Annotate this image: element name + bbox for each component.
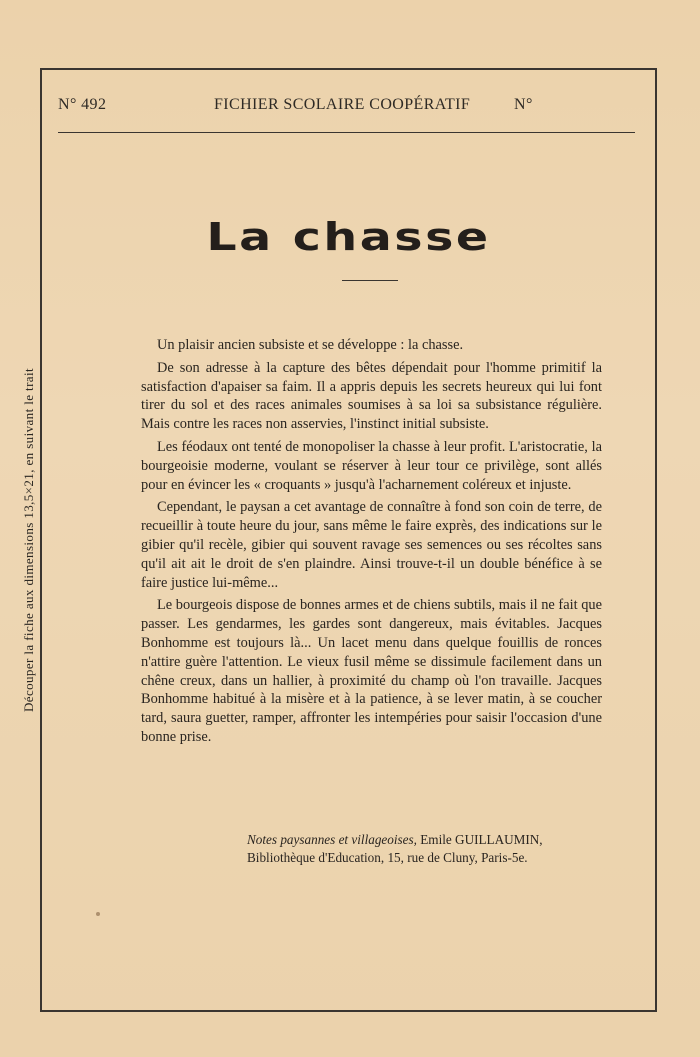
paragraph: Le bourgeois dispose de bonnes armes et de chiens subtils, mais il ne fait que passer. Les gendarmes, les gardes sont dangereux, mais évitables. Jacques Bonhomme est toujours là... Un lacet menu dans quelque fouillis de ronces n'attire guère l'attention. Le vieux fusil même se dissimule facilement dans un chêne creux, dans un hallier, à proximité du champ où l'on travaille. Jacques Bonhomme habitué à la misère et à la patience, à se lever matin, à se coucher tard, saura guetter, ramper, affronter les intempéries pour saisir l'occasion d'une bonne prise. bbox=[141, 597, 602, 745]
article-body bbox=[141, 336, 602, 751]
cutting-instruction bbox=[16, 335, 42, 745]
source-publisher: Bibliothèque d'Education, 15, rue de Cluny, Paris-5e. bbox=[247, 850, 528, 865]
paragraph: Un plaisir ancien subsiste et se développe : la chasse. bbox=[157, 337, 464, 353]
source-work: Notes paysannes et villageoises, bbox=[247, 832, 417, 847]
paragraph: Cependant, le paysan a cet avantage de connaître à fond son coin de terre, de recueillir à toute heure du jour, sans même le faire exprès, des indications sur le gibier qu'il recèle, gibier qui souvent ravage ses semences ou ses récoltes sans qu'il ait ait le droit de s'en plaindre. Ainsi trouve-t-il un double bénéfice à se faire justice lui-même... bbox=[141, 499, 602, 591]
index-card-frame bbox=[40, 68, 657, 1012]
paragraph: Les féodaux ont tenté de monopoliser la chasse à leur profit. L'aristocratie, la bourgeoisie moderne, voulant se réserver à leur tour ce privilège, sont allés pour en évincer les « croquants » jusqu'à l'acharnement coléreux et injuste. bbox=[141, 438, 602, 493]
header-divider bbox=[58, 132, 635, 133]
number-label: N° bbox=[514, 96, 533, 113]
source-citation bbox=[247, 831, 543, 867]
title-divider bbox=[342, 280, 398, 281]
page-title: La chasse bbox=[206, 215, 491, 259]
series-title: FICHIER SCOLAIRE COOPÉRATIF bbox=[214, 96, 471, 113]
card-header bbox=[58, 92, 635, 122]
paper-stain bbox=[96, 912, 100, 916]
card-number: N° 492 bbox=[58, 96, 107, 113]
cutting-instruction-text: Découper la fiche aux dimensions 13,5×21, en suivant le trait bbox=[21, 367, 37, 713]
paragraph: De son adresse à la capture des bêtes dépendait pour l'homme primitif la satisfaction d'apaiser sa faim. Il a appris depuis les secrets heureux qui lui font tirer du sol et des races animales soumises à sa loi sa subsistance régulière. Mais contre les races non asservies, l'instinct initial subsiste. bbox=[141, 359, 602, 433]
source-author: Emile GUILLAUMIN, bbox=[420, 832, 543, 847]
source-line-1 bbox=[247, 831, 543, 849]
